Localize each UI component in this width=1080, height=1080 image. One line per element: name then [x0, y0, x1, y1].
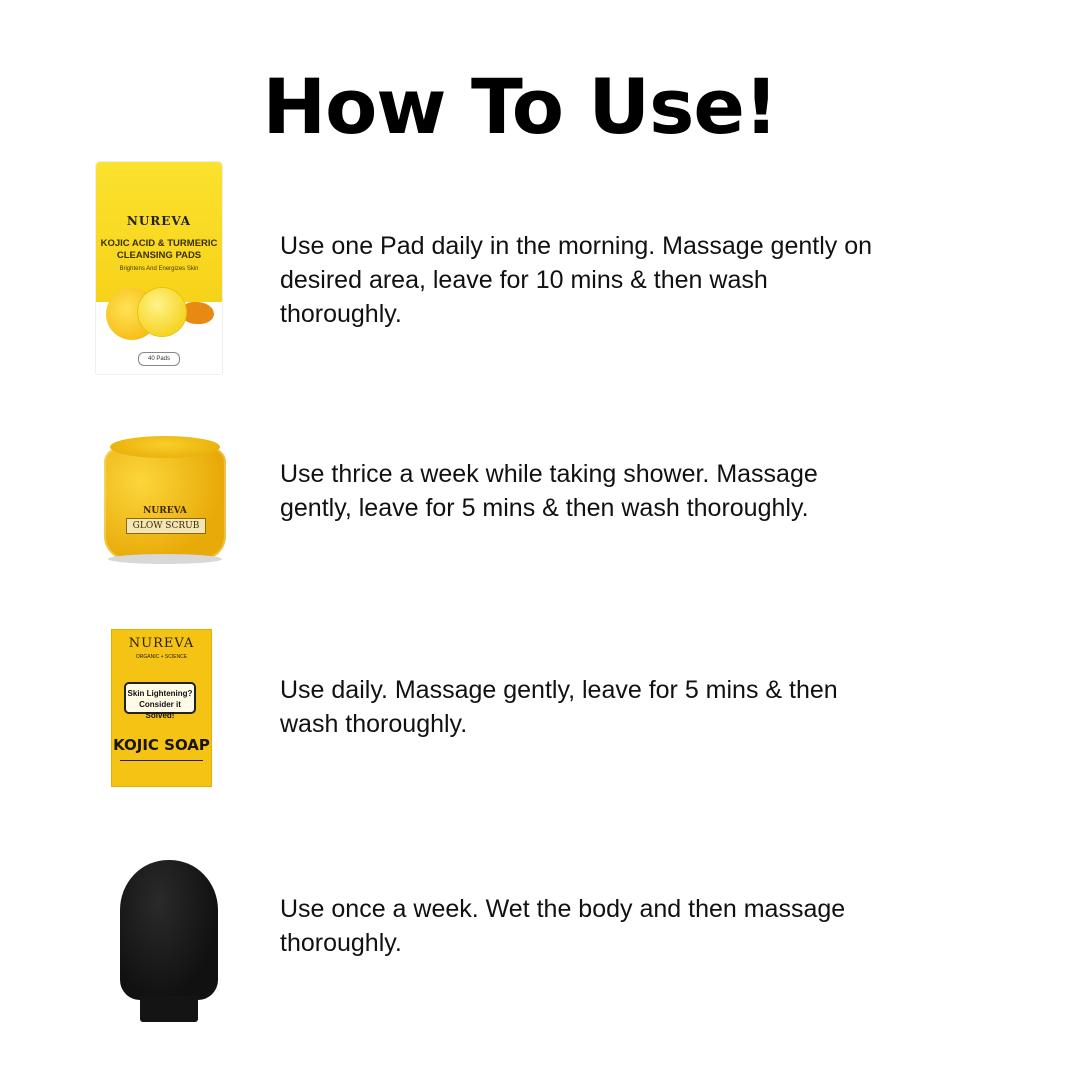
mitt-body	[120, 860, 218, 1000]
cleansing-pads-pouch-image	[96, 162, 222, 374]
step-2-instructions: Use thrice a week while taking shower. Massage gently, leave for 5 mins & then wash thoroughly.	[280, 460, 818, 522]
soap-speech-bubble: Skin Lightening? Consider it Solved!	[124, 682, 196, 714]
pouch-count-badge: 40 Pads	[138, 352, 180, 366]
jar-brand: NUREVA	[143, 506, 187, 516]
page-title: How To Use!	[262, 62, 778, 151]
jar-body	[104, 448, 226, 560]
step-1-instructions: Use one Pad daily in the morning. Massage gently on desired area, leave for 10 mins & then wash thoroughly.	[280, 232, 873, 328]
step-4-instructions: Use once a week. Wet the body and then massage thoroughly.	[280, 895, 846, 957]
kojic-soap-box-image	[112, 630, 211, 786]
step-3-instructions: Use daily. Massage gently, leave for 5 mins & then wash thoroughly.	[280, 676, 838, 738]
jar-base	[108, 554, 222, 564]
soap-product-name: KOJIC SOAP	[113, 736, 210, 754]
turmeric-icon	[182, 302, 214, 324]
exfoliating-mitt-icon	[120, 860, 218, 1024]
jar-label: GLOW SCRUB	[126, 518, 206, 534]
mitt-cuff	[140, 996, 198, 1022]
glow-scrub-jar-image	[104, 436, 226, 564]
pouch-tagline: Brightens And Energizes Skin	[119, 266, 199, 272]
soap-brand: NUREVA	[128, 636, 195, 651]
jar-top	[110, 436, 220, 458]
pouch-brand: NUREVA	[126, 214, 192, 228]
soap-divider	[120, 760, 203, 773]
soap-subtitle: ORGANIC + SCIENCE	[135, 654, 188, 660]
pouch-product-name: KOJIC ACID & TURMERIC CLEANSING PADS	[100, 238, 218, 261]
cleansing-pad-icon	[138, 288, 186, 336]
